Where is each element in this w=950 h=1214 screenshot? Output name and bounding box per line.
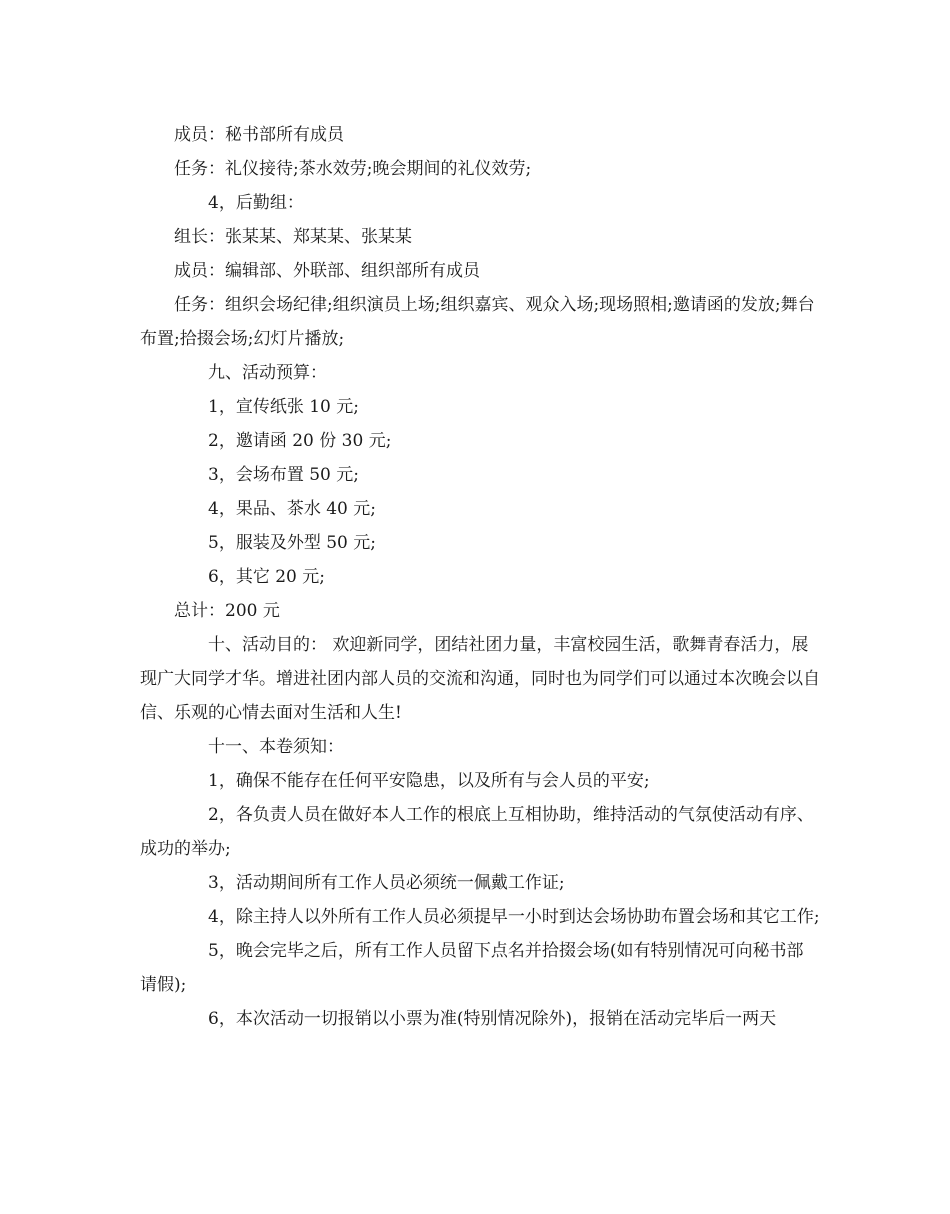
paragraph-text: 各负责人员在做好本人工作的根底上互相协助，维持活动的气氛使活动有序、成功的举办; [140,805,814,859]
paragraph-text: 宣传纸张 10 元; [235,397,359,417]
paragraph-text: 活动目的： 欢迎新同学，团结社团力量，丰富校园生活，歌舞青春活力，展现广大同学才华。增进社团内部人员的交流和沟通，同时也为同学们可以通过本次晚会以自信、乐观的心情去面对生活和人生! [140,635,820,723]
budget-item [140,492,820,526]
paragraph-text: 总计：200 元 [174,601,280,621]
paragraph-text: 活动预算： [242,363,327,383]
paragraph-text: 其它 20 元; [235,567,325,587]
budget-item [140,560,820,594]
item-number: 4， [208,907,236,927]
item-number: 6， [208,567,236,587]
notes-item [140,764,820,798]
notes-item [140,1002,820,1036]
item-number: 3， [208,465,236,485]
item-number: 5， [208,533,236,553]
section-activity-purpose [140,628,820,730]
section-heading-budget [140,356,820,390]
paragraph-text: 确保不能存在任何平安隐患，以及所有与会人员的平安; [235,771,650,791]
paragraph-members-secretariat [140,118,820,152]
budget-item [140,526,820,560]
section-number: 十一、 [208,737,259,757]
paragraph-tasks-logistics [140,288,820,356]
section-number: 九、 [208,363,242,383]
item-number: 5， [208,941,236,961]
notes-item [140,866,820,900]
paragraph-text: 任务：组织会场纪律;组织演员上场;组织嘉宾、观众入场;现场照相;邀请函的发放;舞台布置;拾掇会场;幻灯片播放; [140,295,815,349]
budget-item [140,458,820,492]
item-number: 6， [208,1009,236,1029]
item-number: 4， [208,193,236,213]
notes-item [140,934,820,1002]
paragraph-text: 晚会完毕之后，所有工作人员留下点名并拾掇会场(如有特别情况可向秘书部请假); [140,941,804,995]
notes-item [140,798,820,866]
paragraph-members-departments [140,254,820,288]
budget-item [140,424,820,458]
notes-item [140,900,820,934]
paragraph-text: 本卷须知： [259,737,344,757]
item-number: 2， [208,431,236,451]
paragraph-text: 果品、茶水 40 元; [235,499,376,519]
paragraph-tasks-etiquette [140,152,820,186]
document-body [140,118,820,1036]
budget-total [140,594,820,628]
paragraph-text: 会场布置 50 元; [235,465,359,485]
paragraph-text: 后勤组： [235,193,304,213]
paragraph-text: 邀请函 20 份 30 元; [235,431,392,451]
item-number: 1， [208,771,236,791]
item-number: 4， [208,499,236,519]
paragraph-text: 服装及外型 50 元; [235,533,376,553]
item-number: 1， [208,397,236,417]
paragraph-logistics-heading [140,186,820,220]
section-number: 十、 [208,635,242,655]
paragraph-text: 本次活动一切报销以小票为准(特别情况除外)，报销在活动完毕后一两天 [235,1009,777,1029]
paragraph-text: 成员：秘书部所有成员 [174,125,344,145]
paragraph-text: 除主持人以外所有工作人员必须提早一小时到达会场协助布置会场和其它工作; [235,907,820,927]
paragraph-group-leaders [140,220,820,254]
paragraph-text: 成员：编辑部、外联部、组织部所有成员 [174,261,480,281]
paragraph-text: 组长：张某某、郑某某、张某某 [174,227,412,247]
paragraph-text: 活动期间所有工作人员必须统一佩戴工作证; [235,873,565,893]
paragraph-text: 任务：礼仪接待;茶水效劳;晚会期间的礼仪效劳; [174,159,532,179]
item-number: 2， [208,805,236,825]
section-heading-notes [140,730,820,764]
item-number: 3， [208,873,236,893]
budget-item [140,390,820,424]
